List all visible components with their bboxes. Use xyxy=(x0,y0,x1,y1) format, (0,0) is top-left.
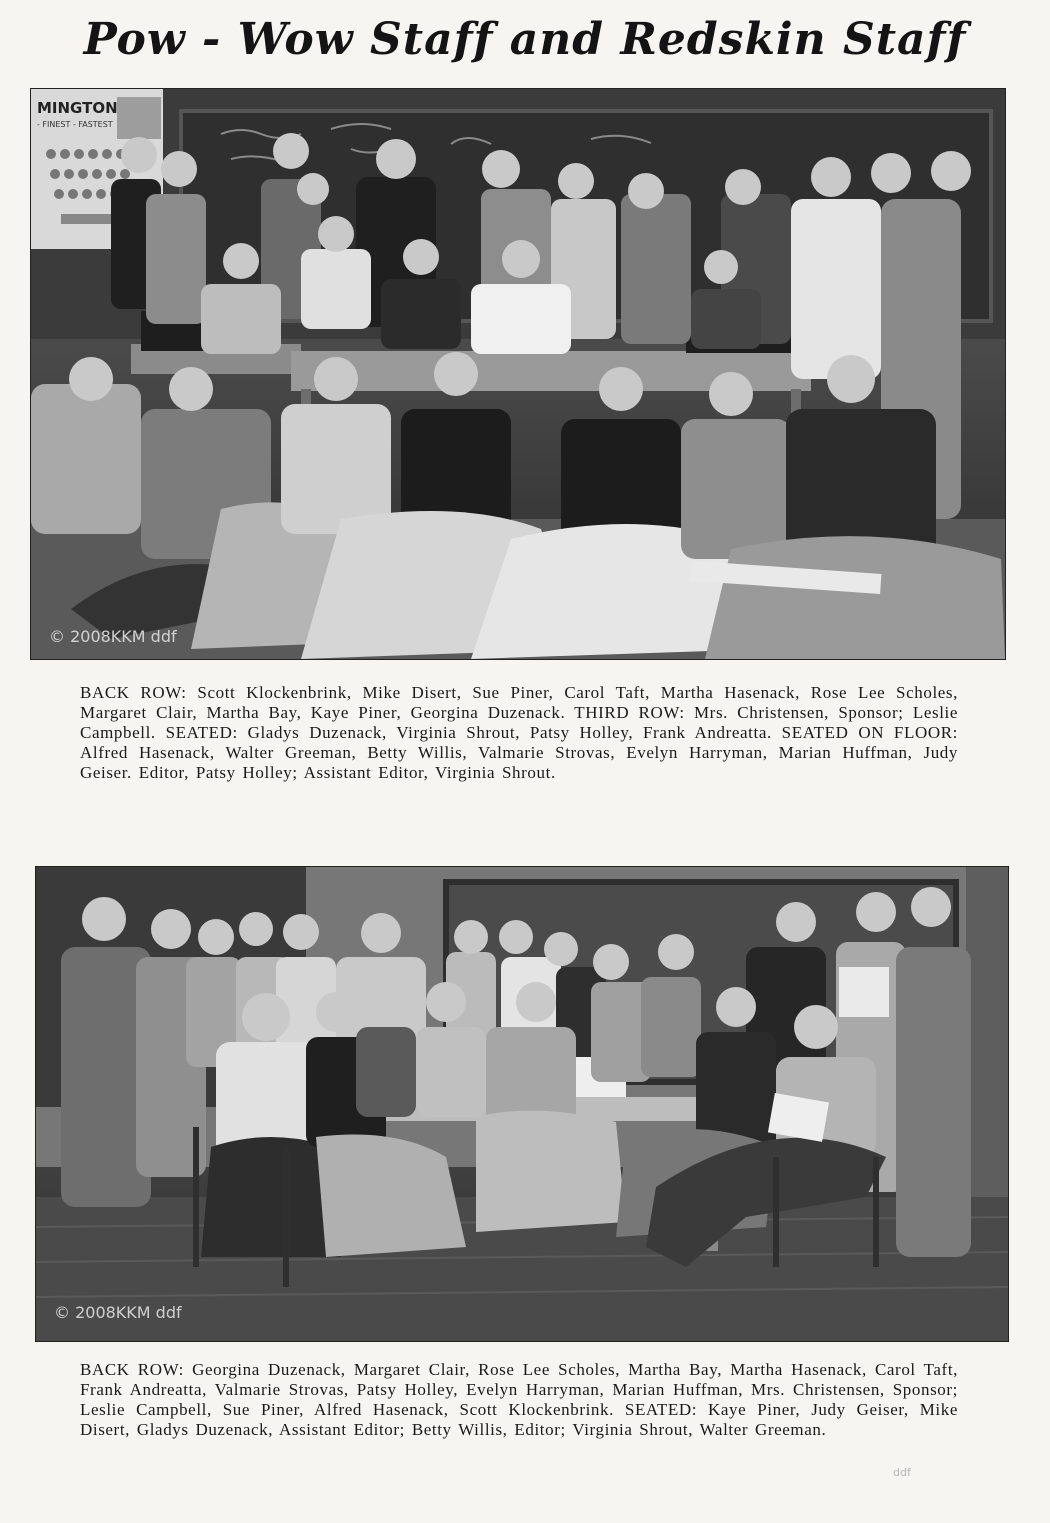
photo-caption: BACK ROW: Scott Klockenbrink, Mike Disert, Sue Piner, Carol Taft, Martha Hasenack, Rose Lee Scholes, Margaret Clair, Martha Bay, Kaye Piner, Georgina Duzenack. THIRD ROW: Mrs. Christensen, Sponsor; Leslie Campbell. SEATED: Gladys Duzenack, Virginia Shrout, Patsy Holley, Frank Andreatta. SEATED ON FLOOR: Alfred Hasenack, Walter Greeman, Betty Willis, Valmarie Strovas, Evelyn Harryman, Marian Huffman, Judy Geiser. Editor, Patsy Holley; Assistant Editor, Virginia Shrout. xyxy=(80,683,958,782)
photo-caption: BACK ROW: Georgina Duzenack, Margaret Clair, Rose Lee Scholes, Martha Bay, Martha Hasenack, Carol Taft, Frank Andreatta, Valmarie Strovas, Patsy Holley, Evelyn Harryman, Marian Huffman, Mrs. Christensen, Sponsor; Leslie Campbell, Sue Piner, Alfred Hasenack, Scott Klockenbrink. SEATED: Kaye Piner, Judy Geiser, Mike Disert, Gladys Duzenack, Assistant Editor; Betty Willis, Editor; Virginia Shrout, Walter Greeman. xyxy=(80,1360,958,1439)
photo-scene xyxy=(36,867,1008,1341)
photo-watermark: © 2008KKM ddf xyxy=(54,1303,182,1322)
photo-scene xyxy=(31,89,1005,659)
staff-photo-pow-wow xyxy=(30,88,1006,660)
page-title: Pow - Wow Staff and Redskin Staff xyxy=(83,14,967,65)
poster-sign: MINGTON xyxy=(37,99,118,117)
staff-photo-redskin xyxy=(35,866,1009,1342)
photo-watermark: © 2008KKM ddf xyxy=(49,627,177,646)
corner-watermark: ddf xyxy=(893,1466,911,1479)
poster-slogan: - FINEST - FASTEST xyxy=(37,120,113,129)
